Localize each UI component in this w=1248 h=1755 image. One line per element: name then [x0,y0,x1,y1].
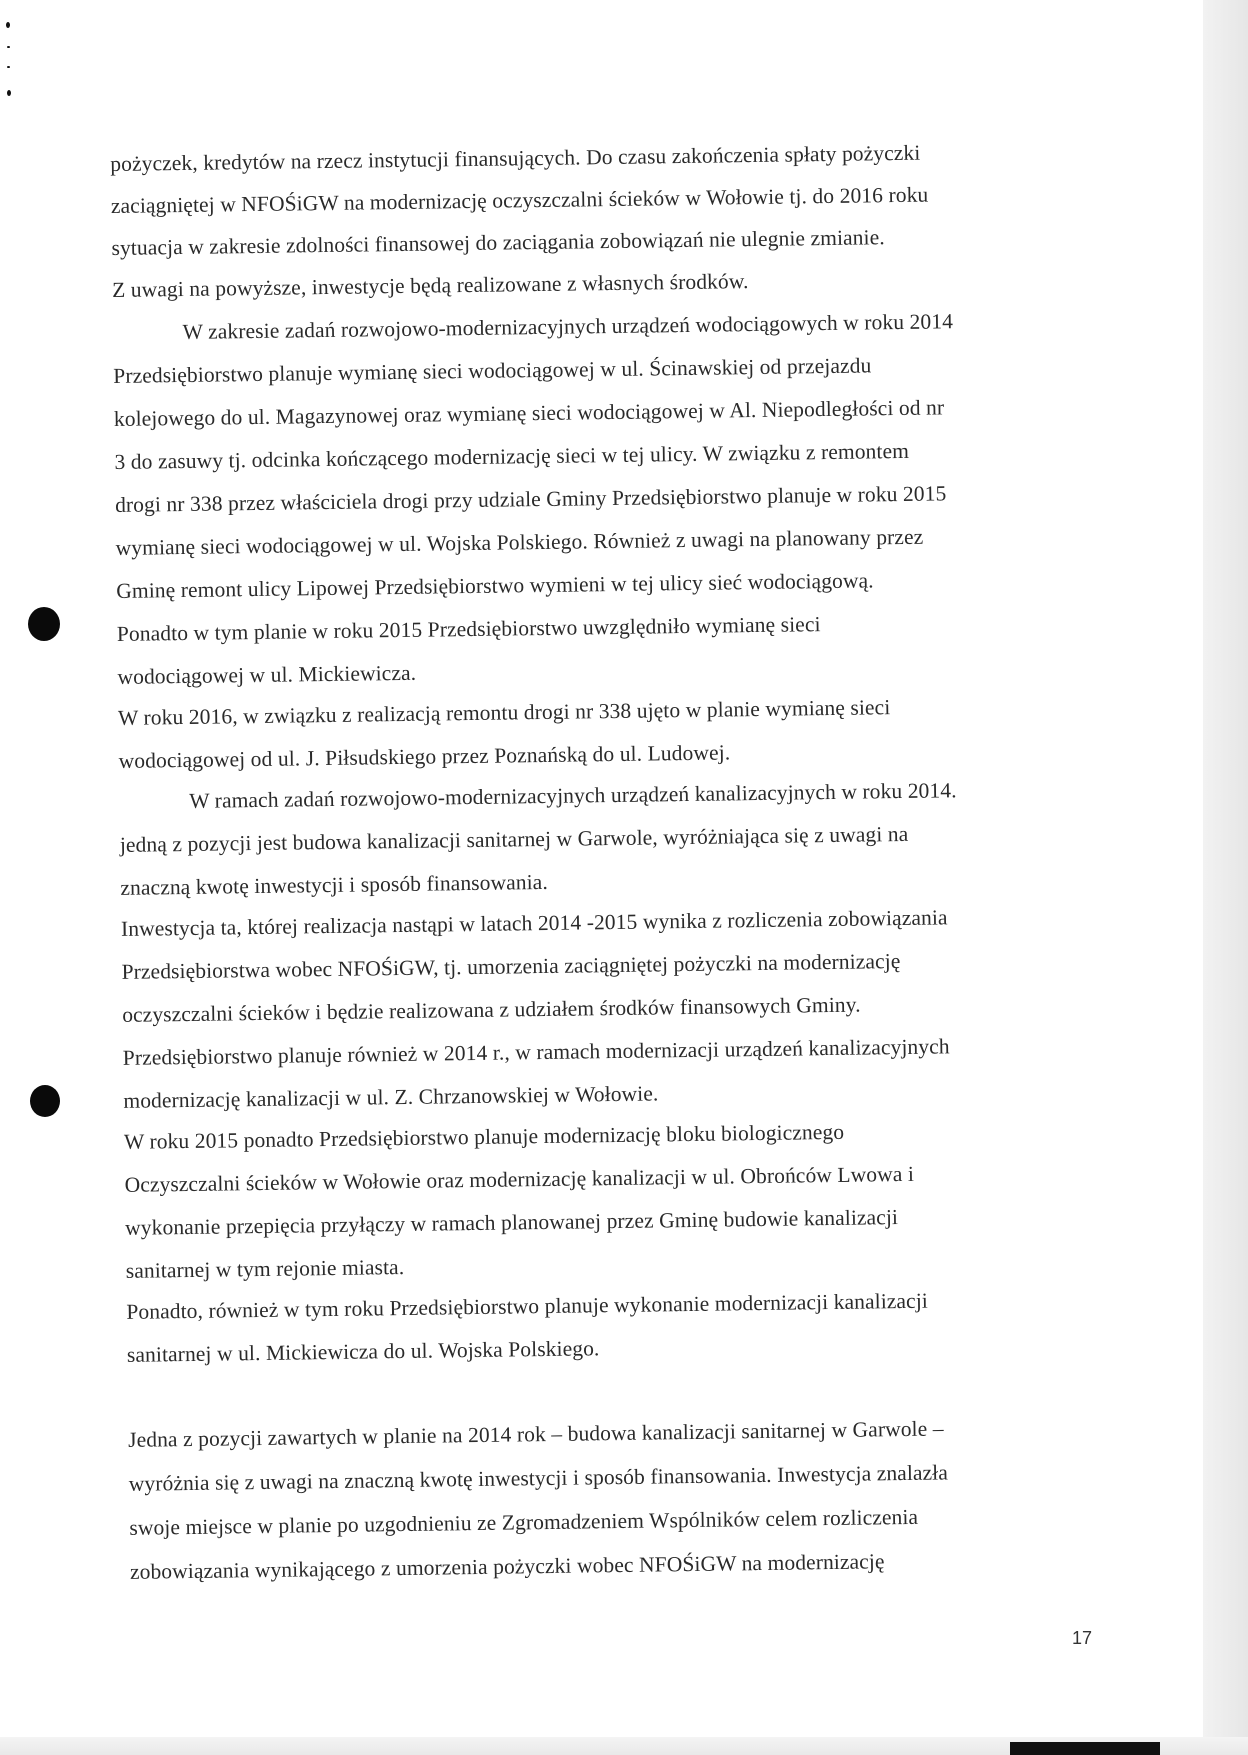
text-line: W ramach zadań rozwojowo-modernizacyjnych urządzeń kanalizacyjnych w roku 2014. [189,778,957,813]
punch-hole-upper [28,607,60,641]
text-line: W roku 2016, w związku z realizacją remontu drogi nr 338 ujęto w planie wymianę sieci [117,695,891,730]
scan-speck [7,46,10,48]
text-line: Jedna z pozycji zawartych w planie na 2014 rok – budowa kanalizacji sanitarnej w Garwole – [127,1416,944,1452]
text-line: sytuacja w zakresie zdolności finansowej do zaciągania zobowiązań nie ulegnie zmianie. [111,225,885,260]
text-line: swoje miejsce w planie po uzgodnieniu ze Zgromadzeniem Wspólników celem rozliczenia [129,1504,919,1540]
text-line: W zakresie zadań rozwojowo-modernizacyjnych urządzeń wodociągowych w roku 2014 [182,309,954,345]
text-line: kolejowego do ul. Magazynowej oraz wymianę sieci wodociągowej w Al. Niepodległości od nr [113,395,945,431]
text-line: zobowiązania wynikającego z umorzenia pożyczki wobec NFOŚiGW na modernizację [129,1549,885,1584]
scan-speck [7,90,11,96]
text-line: wodociągowej od ul. J. Piłsudskiego przez Poznańską do ul. Ludowej. [118,740,731,773]
text-line: zaciągniętej w NFOŚiGW na modernizację oczyszczalni ścieków w Wołowie tj. do 2016 roku [110,182,929,218]
text-line: oczyszczalni ścieków i będzie realizowana z udziałem środków finansowych Gminy. [122,992,861,1027]
text-line: wyróżnia się z uwagi na znaczną kwotę inwestycji i sposób finansowania. Inwestycja znalazła [128,1460,949,1496]
text-line: sanitarnej w ul. Mickiewicza do ul. Wojska Polskiego. [126,1336,600,1367]
punch-hole-lower [30,1085,60,1117]
scan-right-margin [1203,0,1248,1755]
text-line: Przedsiębiorstwa wobec NFOŚiGW, tj. umorzenia zaciągniętej pożyczki na modernizację [121,949,901,984]
text-line: pożyczek, kredytów na rzecz instytucji finansujących. Do czasu zakończenia spłaty pożyczki [110,140,921,176]
text-line: W roku 2015 ponadto Przedsiębiorstwo planuje modernizację bloku biologicznego [123,1119,845,1154]
text-line: modernizację kanalizacji w ul. Z. Chrzanowskiej w Wołowie. [123,1081,659,1113]
text-line: sanitarnej w tym rejonie miasta. [125,1255,405,1283]
text-line: wymianę sieci wodociągowej w ul. Wojska Polskiego. Również z uwagi na planowany przez [115,524,924,560]
scan-bottom-shadow [1010,1742,1160,1755]
text-line: 3 do zasuwy tj. odcinka kończącego modernizację sieci w tej ulicy. W związku z remontem [114,438,910,474]
text-line: Oczyszczalni ścieków w Wołowie oraz modernizację kanalizacji w ul. Obrońców Lwowa i [124,1161,915,1197]
text-line: Z uwagi na powyższe, inwestycje będą realizowane z własnych środków. [111,269,749,302]
text-line: znaczną kwotę inwestycji i sposób finansowania. [120,869,548,900]
page-number: 17 [1072,1628,1093,1648]
scan-speck [7,66,10,68]
text-line: Ponadto w tym planie w roku 2015 Przedsiębiorstwo uwzględniło wymianę sieci [116,612,821,646]
document-body [110,127,1070,1584]
text-line: drogi nr 338 przez właściciela drogi przy udziale Gminy Przedsiębiorstwo planuje w roku 2015 [114,481,947,517]
text-line: Gminę remont ulicy Lipowej Przedsiębiorstwo wymieni w tej ulicy sieć wodociągową. [116,568,874,603]
scan-speck [6,22,10,28]
text-line: Inwestycja ta, której realizacja nastąpi w latach 2014 -2015 wynika z rozliczenia zobowiązania [120,905,948,941]
text-line: Przedsiębiorstwo planuje również w 2014 r., w ramach modernizacji urządzeń kanalizacyjnych [122,1034,950,1070]
text-line: wykonanie przepięcia przyłączy w ramach planowanej przez Gminę budowie kanalizacji [125,1205,899,1240]
text-line: Ponadto, również w tym roku Przedsiębiorstwo planuje wykonanie modernizacji kanalizacji [126,1288,929,1324]
text-line: wodociągowej w ul. Mickiewicza. [117,660,417,689]
text-line: jedną z pozycji jest budowa kanalizacji sanitarnej w Garwole, wyróżniająca się z uwagi na [119,821,909,857]
text-line: Przedsiębiorstwo planuje wymianę sieci wodociągowej w ul. Ścinawskiej od przejazdu [113,353,872,388]
